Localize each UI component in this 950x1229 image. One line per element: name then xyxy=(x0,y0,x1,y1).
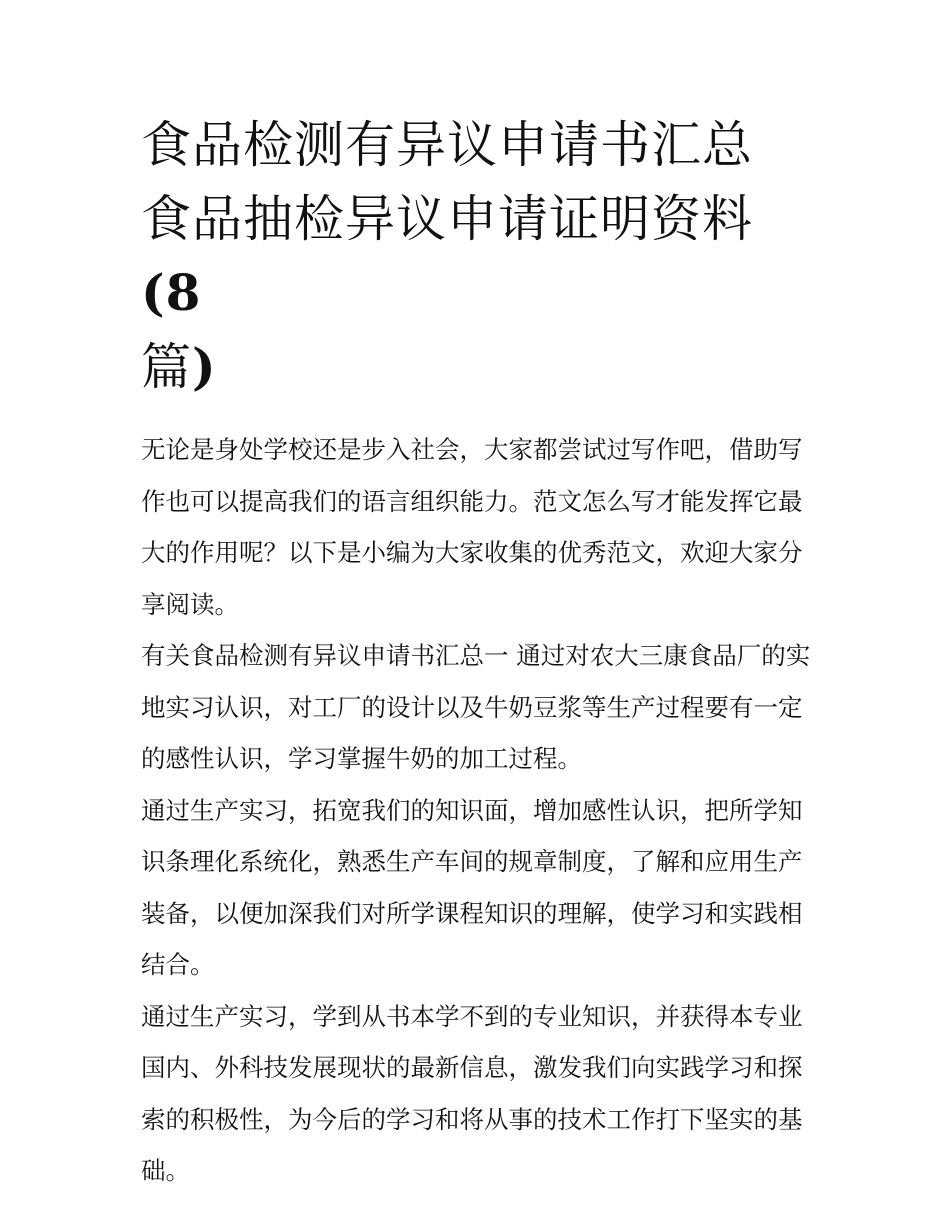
title-count-unit: 篇 xyxy=(141,338,192,396)
document-page xyxy=(141,108,813,1197)
title-main: 食品检测有异议申请书汇总 食品抽检异议申请证明资料 xyxy=(141,116,753,248)
document-title xyxy=(141,108,813,404)
intro-paragraph: 无论是身处学校还是步入社会，大家都尝试过写作吧，借助写作也可以提高我们的语言组织能力。范文怎么写才能发挥它最大的作用呢？以下是小编为大家收集的优秀范文，欢迎大家分享阅读。 xyxy=(141,435,803,619)
body-paragraph: 有关食品检测有异议申请书汇总一 通过对农大三康食品厂的实地实习认识，对工厂的设计以及牛奶豆浆等生产过程要有一定的感性认识，学习掌握牛奶的加工过程。 xyxy=(141,641,811,773)
body-paragraph: 通过生产实习，学到从书本学不到的专业知识，并获得本专业国内、外科技发展现状的最新信息，激发我们向实践学习和探索的积极性，为今后的学习和将从事的技术工作打下坚实的基础。 xyxy=(141,1001,803,1185)
title-count-open: (8 xyxy=(141,263,202,322)
title-count-close: ) xyxy=(192,337,217,396)
body-paragraph: 通过生产实习，拓宽我们的知识面，增加感性认识，把所学知识条理化系统化，熟悉生产车间的规章制度，了解和应用生产装备，以便加深我们对所学课程知识的理解，使学习和实践相结合。 xyxy=(141,795,803,979)
